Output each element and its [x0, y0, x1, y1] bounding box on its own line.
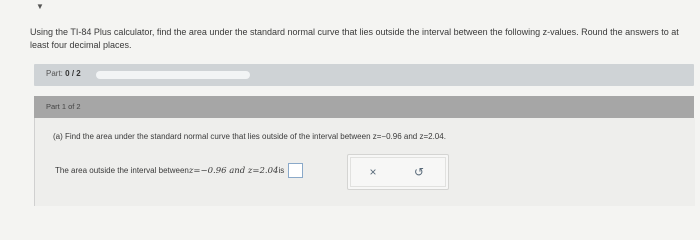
undo-icon[interactable]: ↺ [413, 165, 425, 179]
subpart-title: Part 1 of 2 [46, 102, 81, 111]
chevron-down-icon[interactable]: ▼ [36, 2, 44, 11]
part-separator: / [69, 69, 77, 78]
part-current: 0 [65, 69, 70, 78]
question-text: (a) Find the area under the standard normal curve that lies outside of the interval between z=−0.96 and z=2.04. [53, 132, 446, 141]
answer-input[interactable] [288, 163, 303, 178]
part-progress-bar [34, 64, 694, 86]
answer-math: z=−0.96 and z=2.04 [188, 165, 279, 176]
problem-prompt: Using the TI-84 Plus calculator, find the area under the standard normal curve that lies outside the interval between the following z-values. Round the answers to at least four decimal places. [30, 27, 679, 50]
close-icon[interactable]: × [369, 165, 377, 179]
part-total: 2 [76, 69, 81, 78]
action-toolbar [347, 154, 449, 190]
answer-prefix: The area outside the interval between [55, 166, 189, 175]
part-counter [46, 69, 81, 78]
subpart-body [34, 118, 695, 206]
answer-line [55, 163, 303, 178]
progress-track [96, 71, 250, 79]
subpart-header [34, 96, 694, 118]
answer-suffix: is [278, 166, 285, 175]
part-label-prefix: Part: [46, 69, 63, 78]
